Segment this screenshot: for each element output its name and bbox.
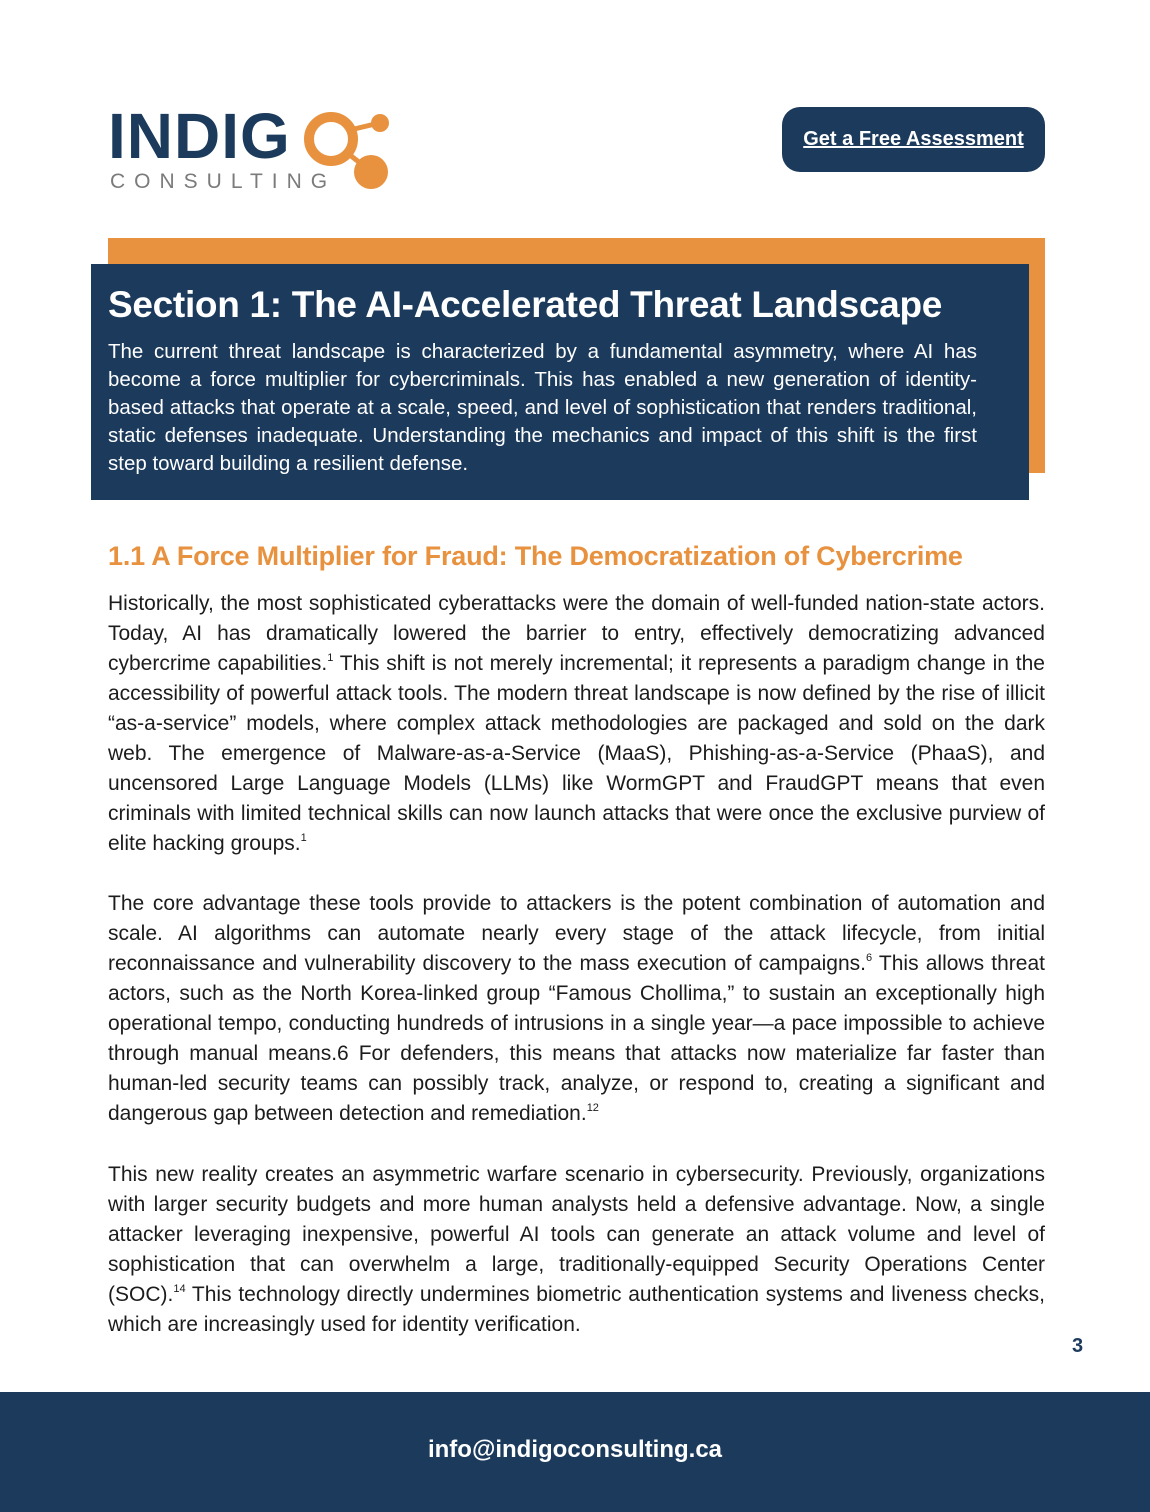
section-banner	[91, 264, 1029, 500]
section-lead: The current threat landscape is characterized by a fundamental asymmetry, where AI has become a force multiplier for cybercriminals. This has enabled a new generation of identity-based attacks that operate at a scale, speed, and level of sophistication that renders traditional, static defenses inadequate. Understanding the mechanics and impact of this shift is the first step toward building a resilient defense.	[108, 340, 977, 475]
footnote-ref: 6	[865, 952, 873, 964]
footnote-ref: 12	[586, 1102, 599, 1114]
paragraph-text: This shift is not merely incremental; it represents a paradigm change in the accessibility of powerful attack tools. The modern threat landscape is now defined by the rise of illicit “as-a-service” models, where complex attack methodologies are packaged and sold on the dark web. The emergence of Malware-as-a-Service (MaaS), Phishing-as-a-Service (PhaaS), and uncensored Large Language Models (LLMs) like WormGPT and FraudGPT means that even criminals with limited technical skills can now launch attacks that were once the exclusive purview of elite hacking groups.	[108, 652, 1045, 855]
logo-subtitle: CONSULTING	[110, 170, 337, 193]
footnote-ref: 14	[173, 1283, 186, 1295]
paragraph-text: This new reality creates an asymmetric warfare scenario in cybersecurity. Previously, organizations with larger security budgets and more human analysts held a defensive advantage. Now, a single attacker leveraging inexpensive, powerful AI tools can generate an attack volume and level of sophistication that can overwhelm a large, traditionally-equipped Security Operations Center (SOC).	[108, 1163, 1045, 1306]
indigo-consulting-logo	[108, 100, 408, 200]
body-paragraph-2	[108, 889, 1045, 1129]
paragraph-text: Historically, the most sophisticated cyberattacks were the domain of well-funded nation-state actors. Today, AI has dramatically lowered the barrier to entry, effectively democratizing advanced cybercrime capabilities.	[108, 592, 1045, 675]
page-number: 3	[1072, 1335, 1084, 1357]
paragraph-text: The core advantage these tools provide to attackers is the potent combination of automation and scale. AI algorithms can automate nearly every stage of the attack lifecycle, from initial reconnaissance and vulnerability discovery to the mass execution of campaigns.	[108, 892, 1045, 975]
body-paragraph-1	[108, 589, 1045, 859]
subsection-title: 1.1 A Force Multiplier for Fraud: The Democratization of Cybercrime	[108, 541, 963, 571]
paragraph-text: This technology directly undermines biometric authentication systems and liveness checks, which are increasingly used for identity verification.	[108, 1283, 1045, 1336]
footnote-ref: 1	[327, 652, 334, 664]
free-assessment-button[interactable]: Get a Free Assessment	[782, 107, 1045, 172]
footnote-ref: 1	[300, 832, 307, 844]
footer-email-link[interactable]: info@indigoconsulting.ca	[427, 1436, 723, 1463]
footer-bar	[0, 1392, 1150, 1512]
section-title: Section 1: The AI-Accelerated Threat Landscape	[108, 284, 943, 325]
paragraph-text: This allows threat actors, such as the North Korea-linked group “Famous Chollima,” to sustain an exceptionally high operational tempo, conducting hundreds of intrusions in a single year—a pace impossible to achieve through manual means.6 For defenders, this means that attacks now materialize far faster than human-led security teams can possibly track, analyze, or respond to, creating a significant and dangerous gap between detection and remediation.	[108, 952, 1045, 1125]
logo-wordmark: INDIG	[108, 100, 291, 172]
body-paragraph-3	[108, 1160, 1045, 1340]
